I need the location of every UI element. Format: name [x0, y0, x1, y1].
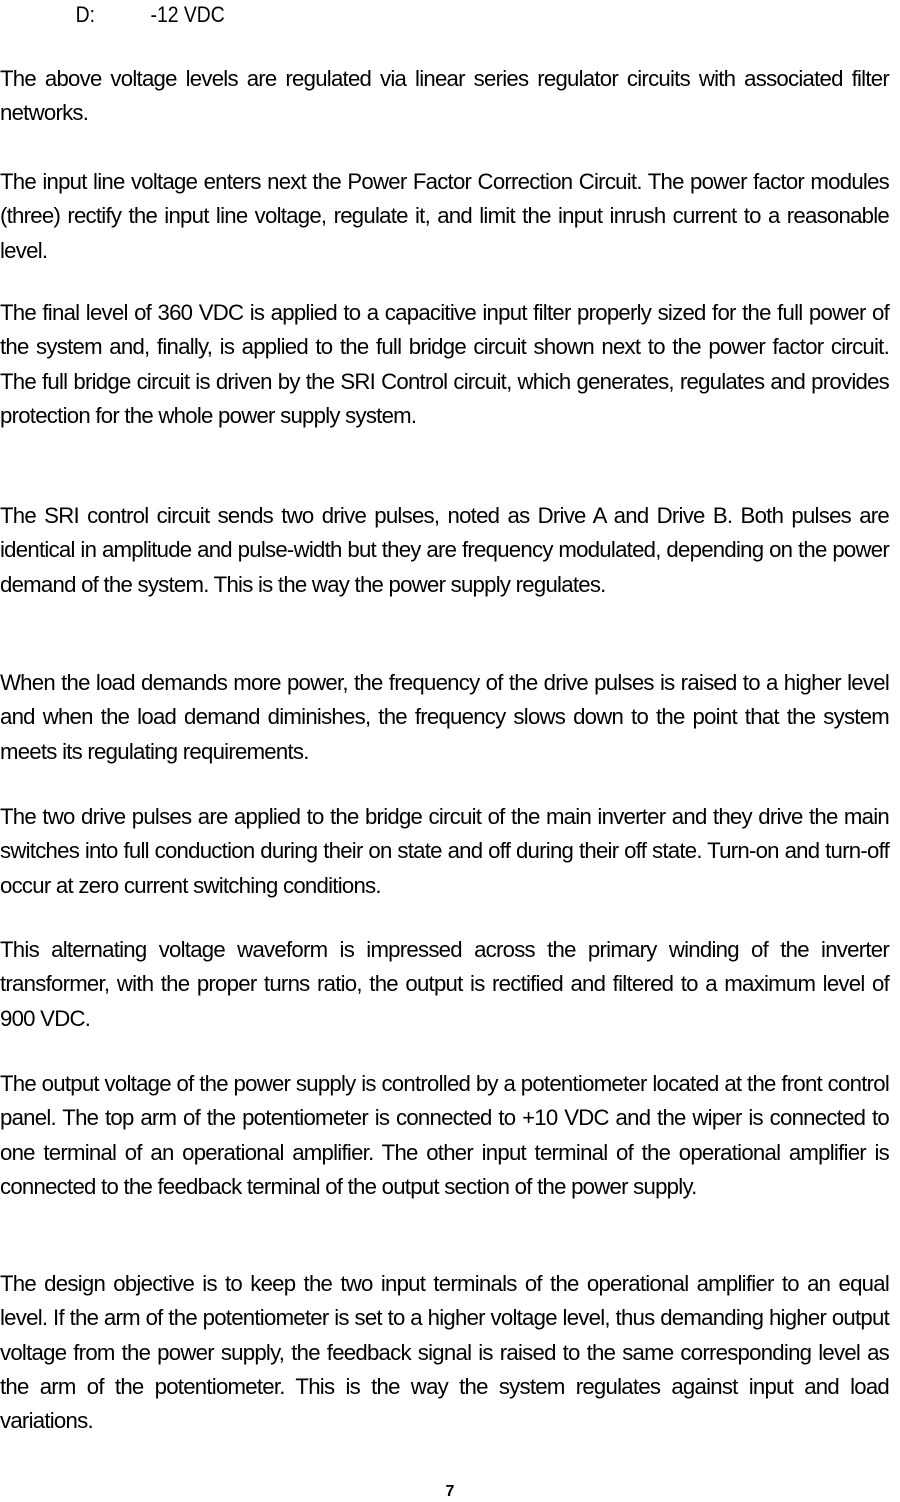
paragraph-power-factor-correction: The input line voltage enters next the Power Factor Correction Circuit. The power factor modules (three) rectify the input line voltage, regulate it, and limit the input inrush current to a reasonable level.	[0, 169, 890, 263]
list-item-letter: D:	[75, 2, 96, 27]
paragraph-main-inverter: The two drive pulses are applied to the bridge circuit of the main inverter and they drive the main switches into full conduction during their on state and off during their off state. Turn-on and turn-off occur at zero current switching conditions.	[0, 804, 890, 898]
paragraph-full-bridge-circuit: The final level of 360 VDC is applied to a capacitive input filter properly sized for the full power of the system and, finally, is applied to the full bridge circuit shown next to the power factor circuit. The full bridge circuit is driven by the SRI Control circuit, which generates, regulates and provides protection for the whole power supply system.	[0, 300, 890, 428]
list-item-value: -12 VDC	[150, 2, 225, 27]
paragraph-drive-pulses: The SRI control circuit sends two drive pulses, noted as Drive A and Drive B. Both pulses are identical in amplitude and pulse-width but they are frequency modulated, depending on the power demand of the system. This is the way the power supply regulates.	[0, 503, 890, 597]
paragraph-output-voltage-control: The output voltage of the power supply is controlled by a potentiometer located at the front control panel. The top arm of the potentiometer is connected to +10 VDC and the wiper is connected to one terminal of an operational amplifier. The other input terminal of the operational amplifier is connected to the feedback terminal of the output section of the power supply.	[0, 1071, 890, 1199]
page-number: 7	[445, 1483, 455, 1500]
paragraph-inverter-transformer: This alternating voltage waveform is impressed across the primary winding of the inverter transformer, with the proper turns ratio, the output is rectified and filtered to a maximum level of 900 VDC.	[0, 937, 890, 1031]
paragraph-regulator-circuits: The above voltage levels are regulated via linear series regulator circuits with associated filter networks.	[0, 66, 890, 126]
paragraph-load-demand: When the load demands more power, the frequency of the drive pulses is raised to a higher level and when the load demand diminishes, the frequency slows down to the point that the system meets its regulating requirements.	[0, 670, 890, 764]
paragraph-design-objective: The design objective is to keep the two input terminals of the operational amplifier to an equal level. If the arm of the potentiometer is set to a higher voltage level, thus demanding higher output voltage from the power supply, the feedback signal is raised to the same corresponding level as the arm of the potentiometer. This is the way the system regulates against input and load variations.	[0, 1271, 890, 1434]
